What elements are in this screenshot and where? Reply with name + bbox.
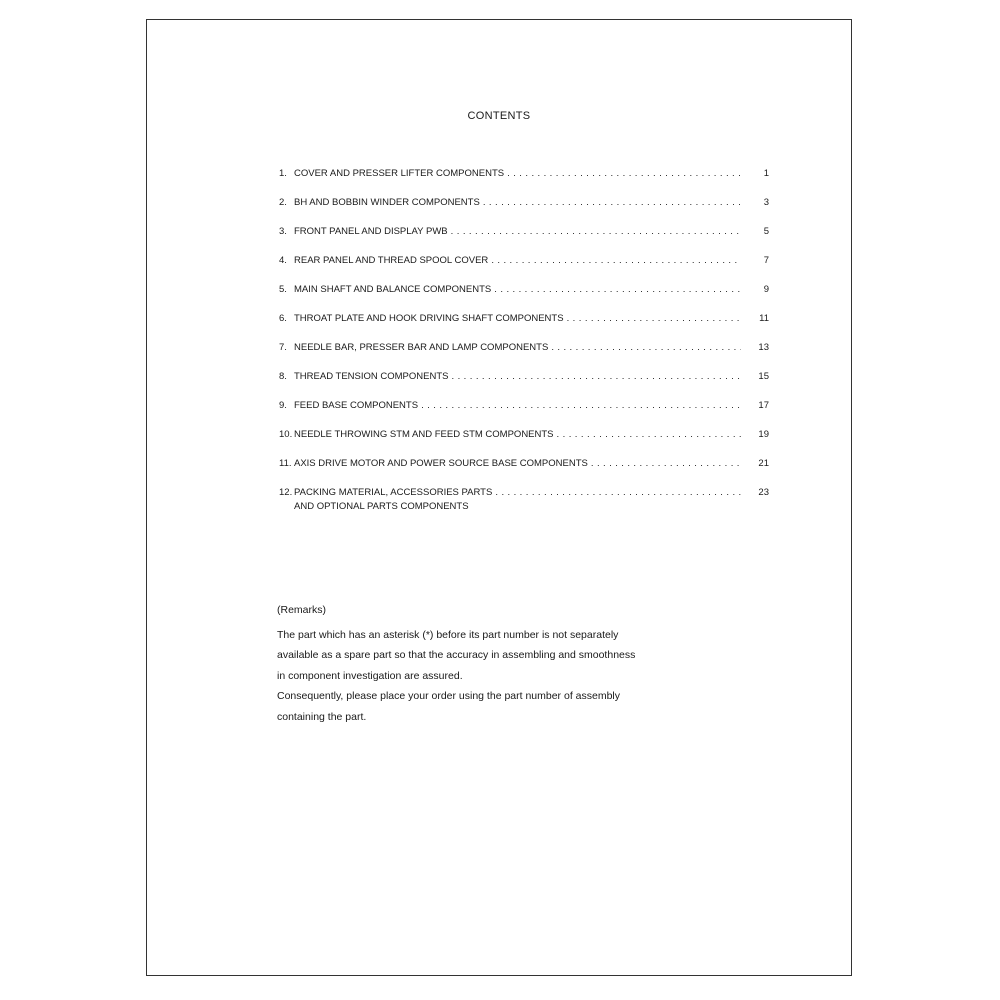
- toc-entry-label: NEEDLE BAR, PRESSER BAR AND LAMP COMPONENTS . . .: [294, 342, 741, 354]
- table-of-contents: [279, 168, 769, 517]
- toc-entry-number: 2.: [279, 197, 287, 208]
- toc-entry-number: 4.: [279, 255, 287, 266]
- toc-entry-label: NEEDLE THROWING STM AND FEED STM COMPONENTS . . .: [294, 429, 741, 441]
- toc-entry-label: FEED BASE COMPONENTS . . .: [294, 400, 741, 412]
- toc-entry-number: 12.: [279, 487, 293, 498]
- page-title: CONTENTS: [467, 110, 531, 122]
- toc-entry-label: PACKING MATERIAL, ACCESSORIES PARTS . . .: [294, 487, 741, 499]
- toc-entry-label: BH AND BOBBIN WINDER COMPONENTS . . .: [294, 197, 741, 209]
- toc-entry: [279, 284, 769, 313]
- toc-entry-label: REAR PANEL AND THREAD SPOOL COVER . . .: [294, 255, 741, 267]
- toc-entry-page: 23: [758, 487, 769, 498]
- toc-entry-label: FRONT PANEL AND DISPLAY PWB . . .: [294, 226, 741, 238]
- toc-entry-page: 11: [759, 313, 769, 324]
- toc-entry-label: AXIS DRIVE MOTOR AND POWER SOURCE BASE COMPONENTS . . .: [294, 458, 741, 470]
- remarks-line: containing the part.: [277, 710, 367, 723]
- toc-entry: [279, 487, 769, 517]
- toc-entry: [279, 342, 769, 371]
- remarks-heading: (Remarks): [277, 604, 326, 616]
- toc-entry-page: 7: [763, 255, 769, 266]
- toc-entry-number: 5.: [279, 284, 287, 295]
- remarks-line: Consequently, please place your order using the part number of assembly: [277, 690, 620, 702]
- toc-entry-page: 21: [758, 458, 769, 469]
- toc-entry: [279, 400, 769, 429]
- toc-entry-number: 8.: [279, 371, 287, 382]
- toc-entry-page: 3: [763, 197, 769, 208]
- toc-entry: [279, 313, 769, 342]
- remarks-line: available as a spare part so that the accuracy in assembling and smoothness: [277, 649, 636, 661]
- toc-entry: [279, 371, 769, 400]
- toc-entry-number: 7.: [279, 342, 287, 353]
- toc-entry-number: 3.: [279, 226, 287, 237]
- toc-entry-page: 15: [758, 371, 769, 382]
- toc-entry-label: COVER AND PRESSER LIFTER COMPONENTS . . .: [294, 168, 741, 180]
- toc-entry-page: 17: [758, 400, 769, 411]
- remarks-line: in component investigation are assured.: [277, 669, 463, 682]
- toc-entry: [279, 168, 769, 197]
- toc-entry: [279, 197, 769, 226]
- toc-entry-number: 6.: [279, 313, 287, 324]
- toc-entry-label: THREAD TENSION COMPONENTS . . .: [294, 371, 741, 383]
- toc-entry-number: 11.: [279, 458, 292, 469]
- toc-entry: [279, 429, 769, 458]
- toc-entry: [279, 255, 769, 284]
- toc-entry-number: 1.: [279, 168, 287, 179]
- toc-entry-page: 5: [763, 226, 769, 237]
- toc-entry-page: 9: [763, 284, 769, 295]
- toc-entry-number: 9.: [279, 400, 287, 411]
- toc-entry-page: 13: [758, 342, 769, 353]
- toc-entry-page: 1: [763, 168, 769, 179]
- toc-entry: [279, 226, 769, 255]
- toc-entry-label: MAIN SHAFT AND BALANCE COMPONENTS . . .: [294, 284, 741, 296]
- toc-entry-label: THROAT PLATE AND HOOK DRIVING SHAFT COMPONENTS . . .: [294, 313, 741, 325]
- remarks-section: [277, 600, 717, 727]
- toc-entry: [279, 458, 769, 487]
- toc-entry-page: 19: [758, 429, 769, 440]
- toc-entry-label-continued: AND OPTIONAL PARTS COMPONENTS: [294, 501, 469, 512]
- toc-entry-number: 10.: [279, 429, 293, 440]
- document-page: [146, 19, 852, 976]
- remarks-line: The part which has an asterisk (*) before its part number is not separately: [277, 628, 619, 641]
